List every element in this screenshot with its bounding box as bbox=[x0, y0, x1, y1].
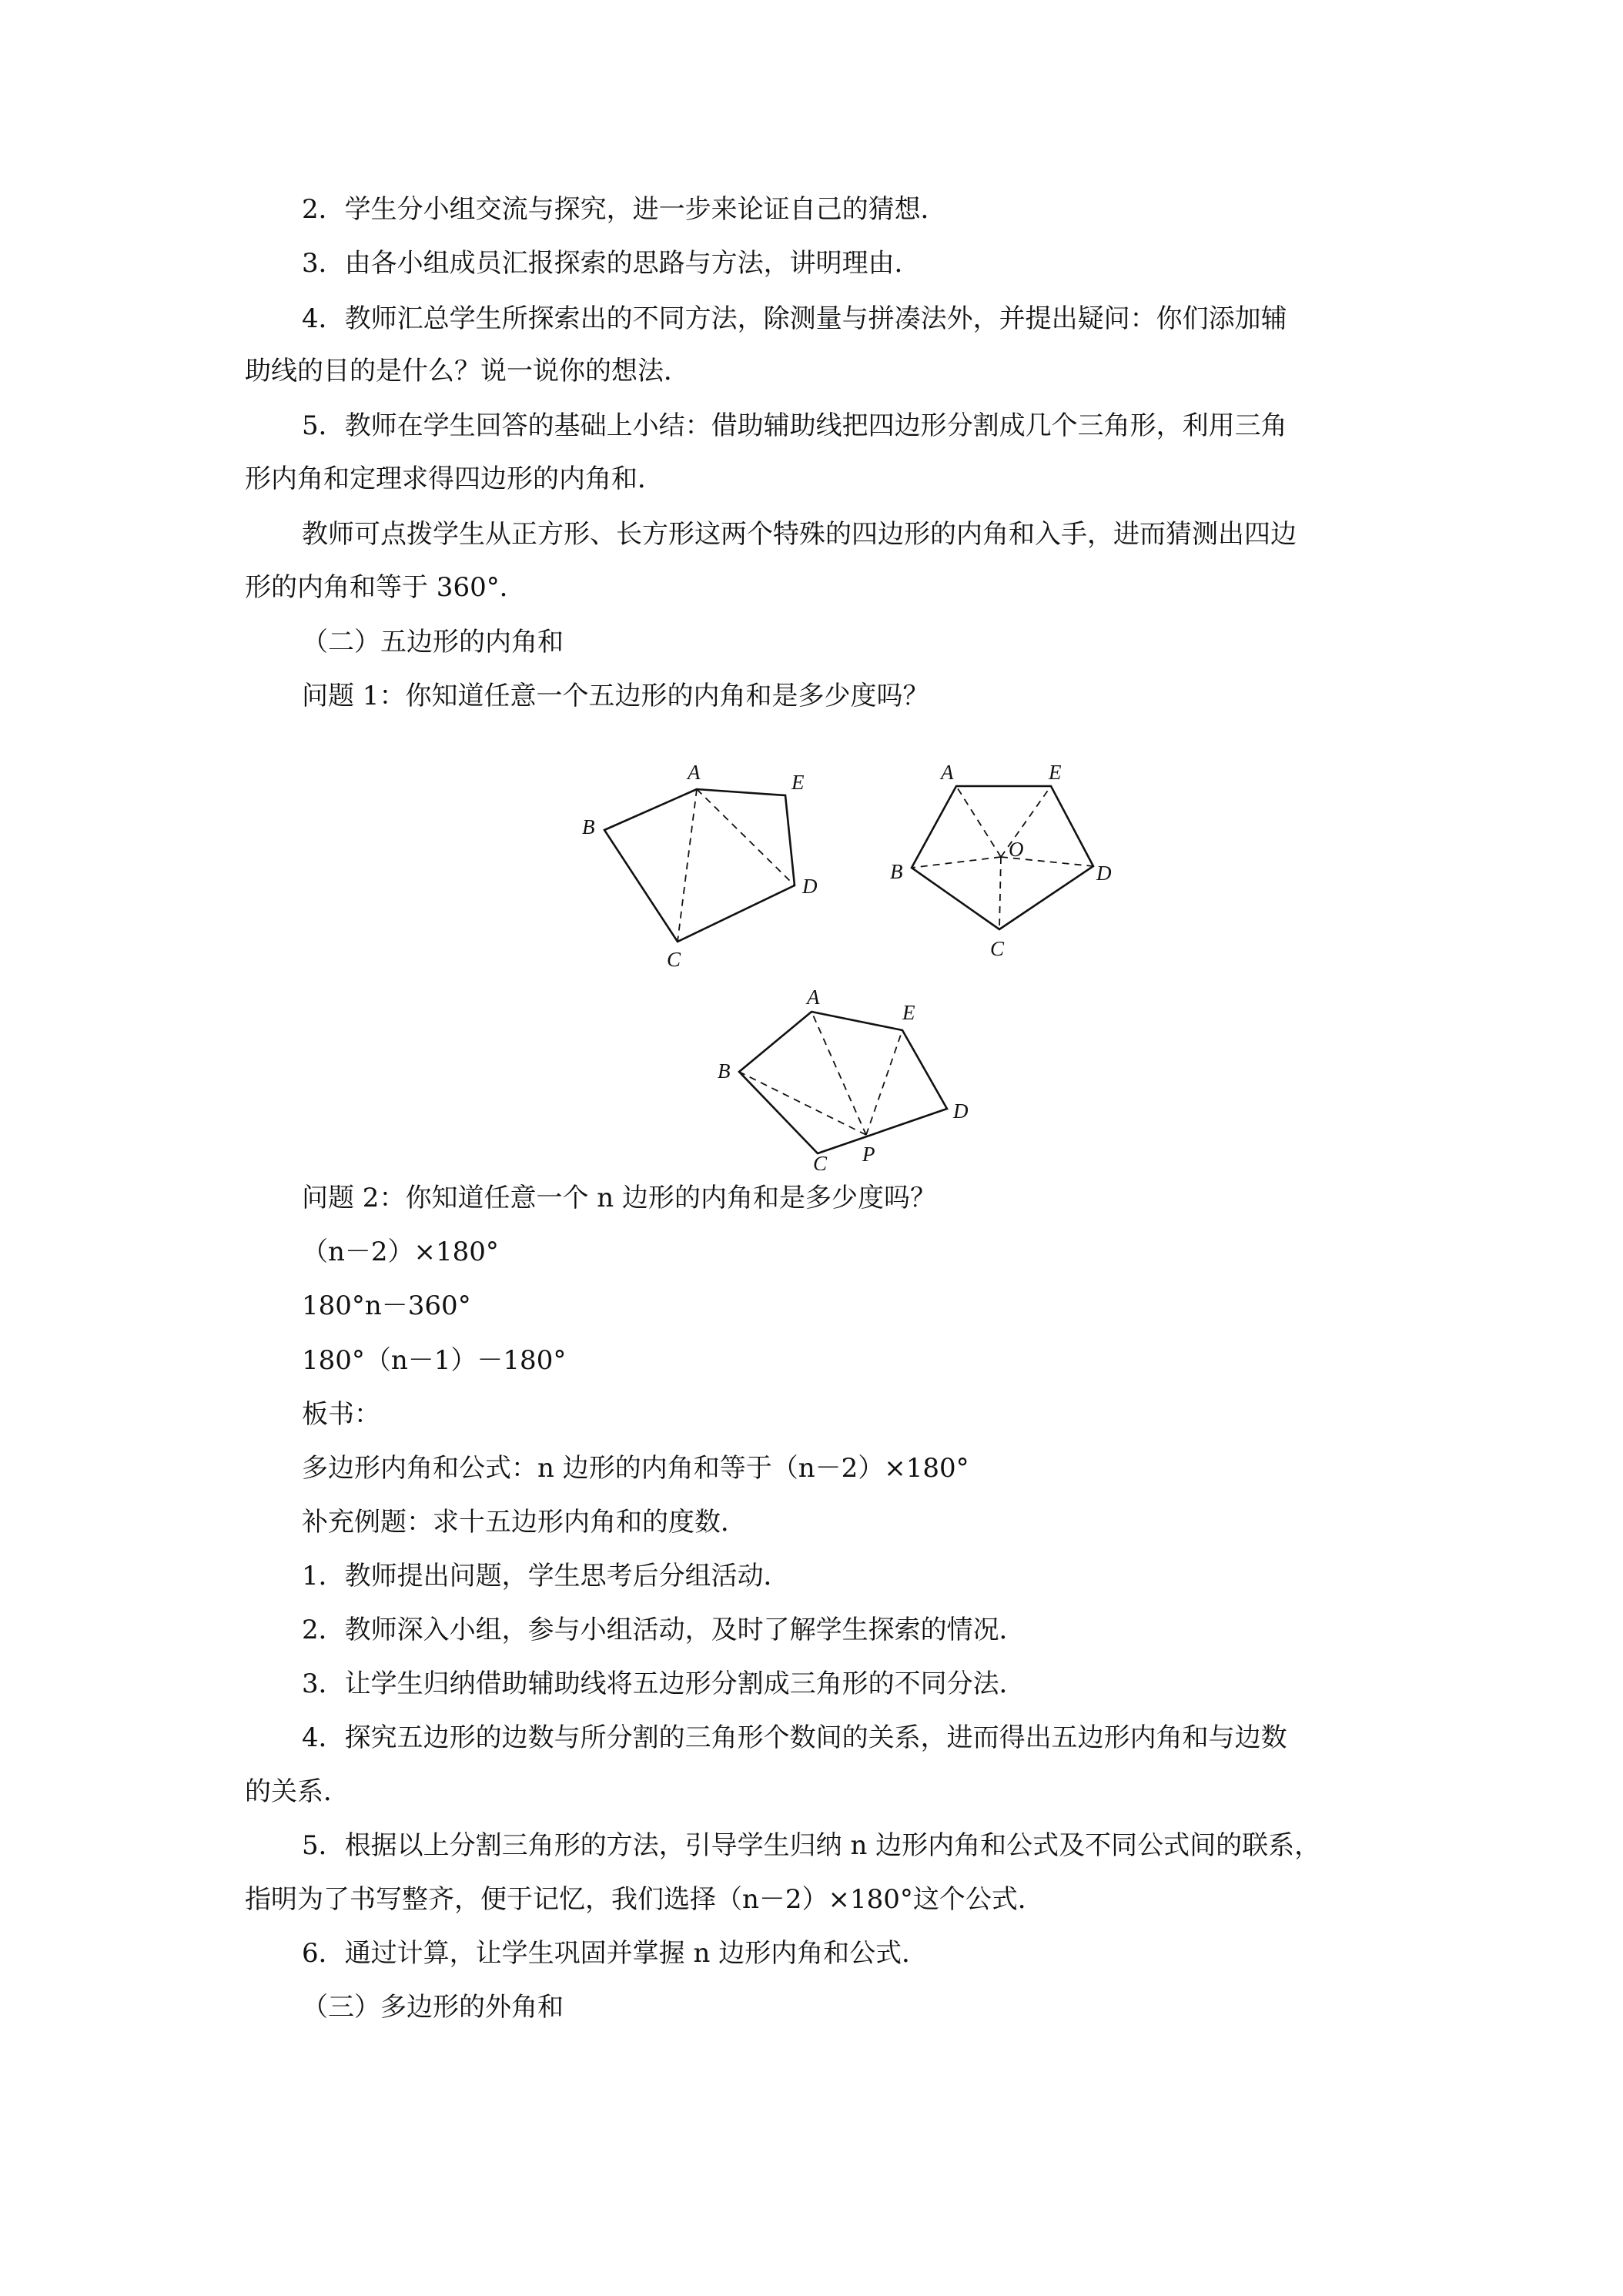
formula-variant-3: 180°（n－1）－180° bbox=[302, 1345, 567, 1376]
segment-pe bbox=[866, 1030, 902, 1135]
point-label-p: P bbox=[862, 1143, 875, 1166]
segment-pa bbox=[812, 1012, 866, 1135]
segment-oc bbox=[999, 857, 1001, 929]
vertex-label-c: C bbox=[813, 1152, 828, 1170]
paragraph-hint-line1: 教师可点拨学生从正方形、长方形这两个特殊的四边形的内角和入手，进而猜测出四边 bbox=[302, 519, 1297, 550]
activity-step-6: 6．通过计算，让学生巩固并掌握 n 边形内角和公式． bbox=[302, 1938, 929, 1969]
segment-ob bbox=[912, 857, 1001, 868]
paragraph-step-4-line1: 4．教师汇总学生所探索出的不同方法，除测量与拼凑法外，并提出疑问：你们添加辅 bbox=[302, 303, 1287, 334]
vertex-label-b: B bbox=[718, 1059, 731, 1083]
vertex-label-e: E bbox=[791, 771, 805, 794]
paragraph-step-5-line2: 形内角和定理求得四边形的内角和． bbox=[245, 464, 664, 494]
board-label: 板书： bbox=[302, 1399, 380, 1430]
vertex-label-e: E bbox=[902, 1001, 915, 1024]
diagonal-ad bbox=[697, 789, 795, 885]
paragraph-step-4-line2: 助线的目的是什么？说一说你的想法． bbox=[245, 356, 690, 387]
supplementary-example: 补充例题：求十五边形内角和的度数． bbox=[302, 1507, 747, 1538]
activity-step-1: 1．教师提出问题，学生思考后分组活动． bbox=[302, 1561, 790, 1591]
activity-step-3: 3．让学生归纳借助辅助线将五边形分割成三角形的不同分法． bbox=[302, 1668, 1026, 1699]
paragraph-step-3: 3．由各小组成员汇报探索的思路与方法，讲明理由． bbox=[302, 248, 921, 279]
activity-step-5-line1: 5．根据以上分割三角形的方法，引导学生归纳 n 边形内角和公式及不同公式间的联系， bbox=[302, 1830, 1321, 1861]
pentagon-outline bbox=[739, 1012, 947, 1153]
vertex-label-b: B bbox=[582, 815, 595, 838]
vertex-label-b: B bbox=[890, 860, 903, 883]
diagonal-ac bbox=[678, 789, 697, 942]
segment-pb bbox=[739, 1072, 866, 1135]
formula-variant-2: 180°n－360° bbox=[302, 1290, 471, 1321]
point-label-o: O bbox=[1009, 838, 1024, 861]
pentagon-figure-interior-point-split bbox=[885, 751, 1132, 982]
pentagon-outline bbox=[604, 789, 795, 942]
polygon-angle-sum-formula: 多边形内角和公式：n 边形的内角和等于（n－2）×180° bbox=[302, 1453, 969, 1484]
activity-step-4-line2: 的关系． bbox=[245, 1776, 350, 1807]
vertex-label-e: E bbox=[1049, 761, 1062, 784]
pentagon-figure-side-point-split bbox=[708, 986, 986, 1170]
activity-step-2: 2．教师深入小组，参与小组活动，及时了解学生探索的情况． bbox=[302, 1615, 1026, 1645]
segment-oa bbox=[956, 786, 1001, 857]
pentagon-figure-vertex-split bbox=[570, 751, 847, 982]
formula-variant-1: （n－2）×180° bbox=[302, 1237, 499, 1267]
vertex-label-d: D bbox=[953, 1099, 969, 1123]
vertex-label-a: A bbox=[941, 761, 954, 784]
activity-step-4-line1: 4．探究五边形的边数与所分割的三角形个数间的关系，进而得出五边形内角和与边数 bbox=[302, 1722, 1287, 1753]
vertex-label-a: A bbox=[688, 761, 701, 784]
vertex-label-d: D bbox=[802, 875, 818, 898]
question-2: 问题 2：你知道任意一个 n 边形的内角和是多少度吗？ bbox=[302, 1183, 936, 1213]
activity-step-5-line2: 指明为了书写整齐，便于记忆，我们选择（n－2）×180°这个公式． bbox=[245, 1884, 1044, 1915]
paragraph-hint-line2: 形的内角和等于 360°． bbox=[245, 572, 526, 603]
paragraph-step-5-line1: 5．教师在学生回答的基础上小结：借助辅助线把四边形分割成几个三角形，利用三角 bbox=[302, 410, 1287, 441]
vertex-label-a: A bbox=[807, 986, 820, 1009]
vertex-label-c: C bbox=[667, 948, 681, 971]
paragraph-step-2: 2．学生分小组交流与探究，进一步来论证自己的猜想． bbox=[302, 194, 947, 225]
vertex-label-c: C bbox=[990, 937, 1005, 960]
section-heading-pentagon: （二）五边形的内角和 bbox=[302, 627, 564, 658]
section-heading-exterior-angle: （三）多边形的外角和 bbox=[302, 1992, 564, 2023]
question-1: 问题 1：你知道任意一个五边形的内角和是多少度吗？ bbox=[302, 681, 929, 711]
vertex-label-d: D bbox=[1096, 862, 1112, 885]
